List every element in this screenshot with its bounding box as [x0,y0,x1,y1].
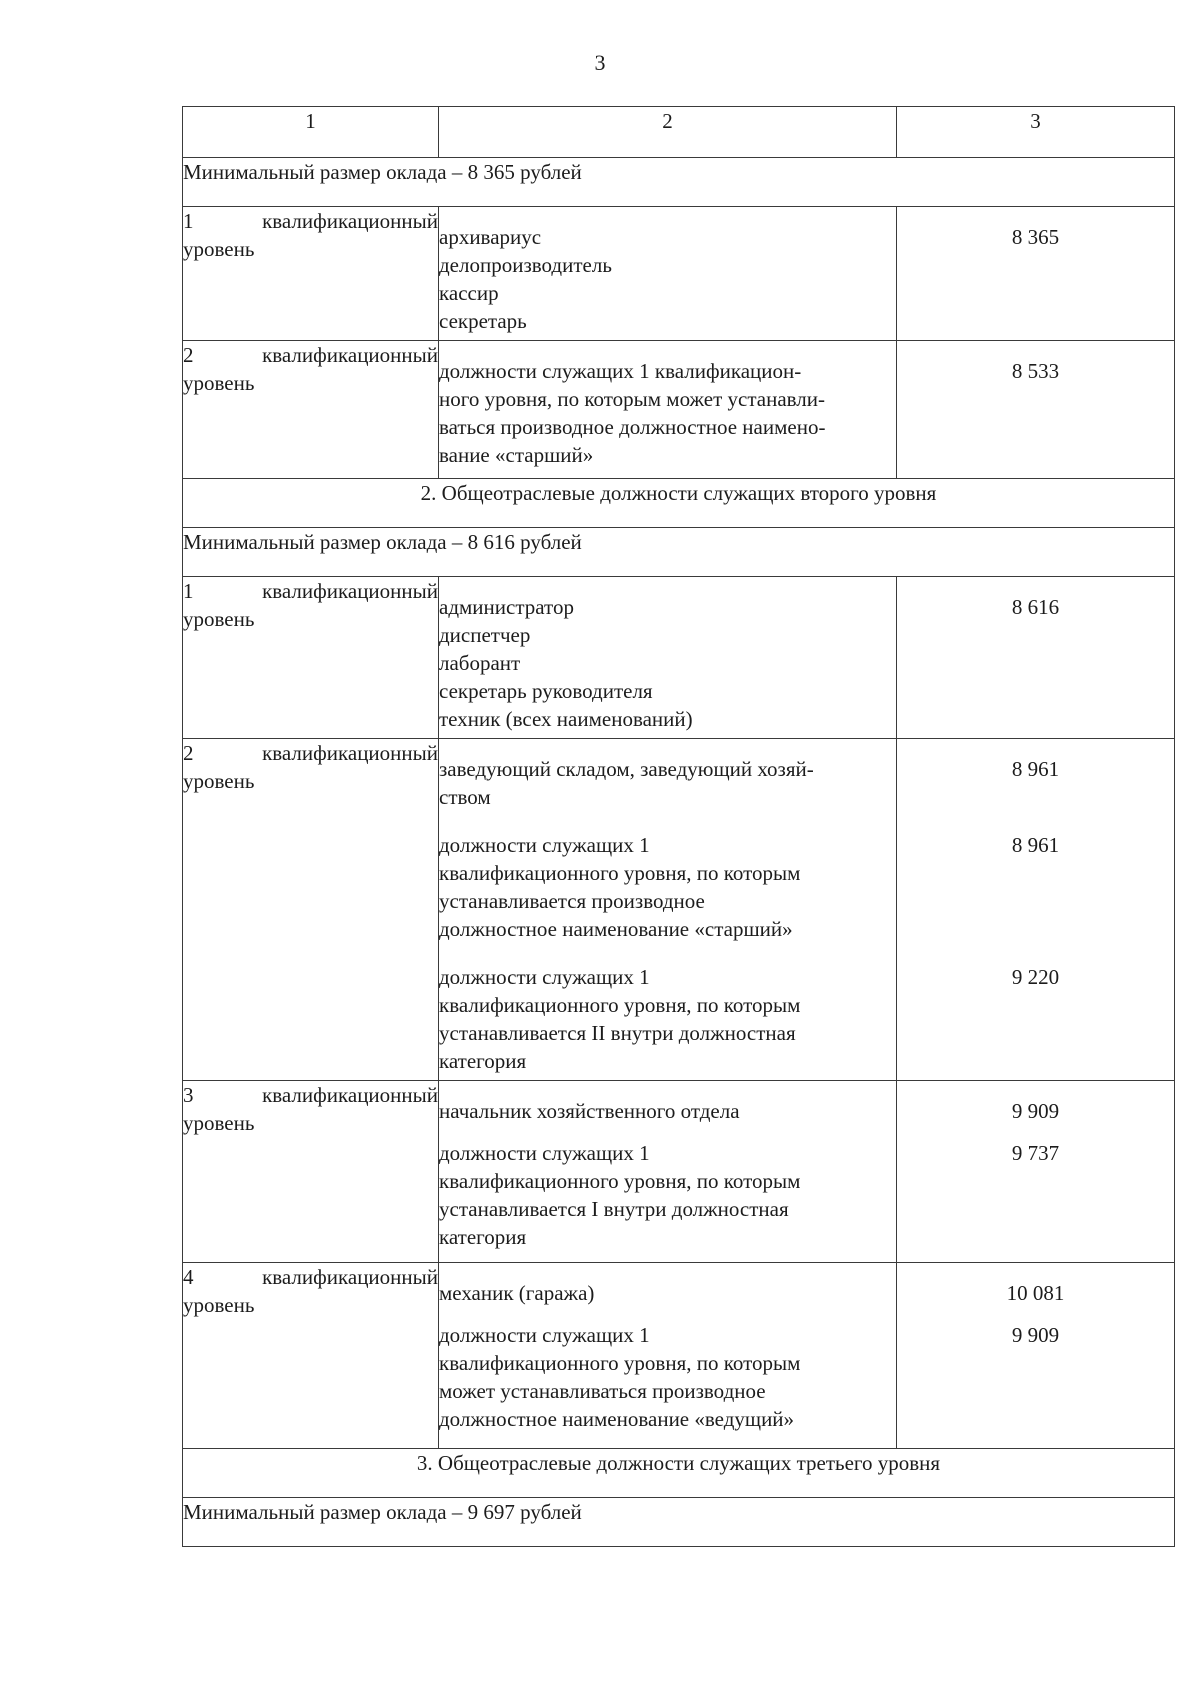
level-word-2: уровень [183,1111,255,1135]
amount-spacer [897,1377,1174,1405]
qualification-level-cell [183,1081,439,1263]
position-entry [439,1279,896,1307]
positions-cell [439,577,897,739]
positions-cell [439,341,897,479]
amounts-list [897,1081,1174,1251]
position-entry [439,357,896,469]
level-word: квалификационный [262,1265,438,1289]
position-line: вание «старший» [439,443,594,467]
section-heading: 3. Общеотраслевые должности служащих третьего уровня [183,1449,1175,1498]
salary-amount: 8 365 [1011,225,1060,249]
amount-spacer [897,859,1174,887]
qualification-level-row [183,341,1175,479]
page-number: 3 [594,50,606,75]
min-salary-text: Минимальный размер оклада – 8 365 рублей [183,158,1175,207]
position-line: должностное наименование «ведущий» [439,1407,795,1431]
amount-entry [897,831,1174,943]
level-word: квалификационный [262,1083,438,1107]
section-heading-row [183,479,1175,528]
position-line: диспетчер [439,623,531,647]
level-word: квалификационный [262,741,438,765]
salary-amount: 9 737 [1011,1141,1060,1165]
level-word: квалификационный [262,343,438,367]
amount-spacer [897,1167,1174,1195]
amount-spacer [897,413,1174,441]
amounts-cell [897,1081,1175,1263]
level-number: 2 [183,343,194,367]
position-line: должностное наименование «старший» [439,917,793,941]
amount-spacer [897,1223,1174,1251]
amounts-list [897,577,1174,733]
level-word-2: уровень [183,769,255,793]
header-row [183,107,1175,158]
amount-spacer [897,915,1174,943]
positions-list [439,341,896,469]
amounts-list [897,207,1174,335]
level-line [183,341,438,369]
position-line: секретарь [439,309,527,333]
level-number: 2 [183,741,194,765]
position-line: должности служащих 1 [439,833,650,857]
positions-list [439,207,896,335]
amount-entry [897,1097,1174,1125]
amounts-list [897,341,1174,469]
position-line: должности служащих 1 [439,1141,650,1165]
qualification-level-row [183,739,1175,1081]
salary-amount: 8 961 [1011,833,1060,857]
positions-list [439,1081,896,1251]
header-cell-1: 1 [183,107,439,158]
qualification-level-row [183,577,1175,739]
position-entry [439,831,896,943]
positions-cell [439,1081,897,1263]
amount-entry [897,1321,1174,1433]
position-line: категория [439,1049,527,1073]
salary-amount: 9 909 [1011,1323,1060,1347]
position-line: администратор [439,595,574,619]
position-line: квалификационного уровня, по которым [439,1169,801,1193]
amount-entry [897,1139,1174,1251]
qualification-level-row [183,207,1175,341]
position-entry [439,755,896,811]
amounts-list [897,739,1174,1075]
position-entry [439,223,896,335]
amount-spacer [897,279,1174,307]
position-line: механик (гаража) [439,1281,595,1305]
qualification-level-cell [183,341,439,479]
level-word: квалификационный [262,579,438,603]
position-line: устанавливается I внутри должностная [439,1197,789,1221]
position-line: квалификационного уровня, по которым [439,861,801,885]
salary-amount: 10 081 [1006,1281,1065,1305]
amount-spacer [897,649,1174,677]
amounts-cell [897,341,1175,479]
amount-spacer [897,1405,1174,1433]
amounts-cell [897,1263,1175,1449]
level-word-2: уровень [183,607,255,631]
level-line [183,1081,438,1109]
salary-amount: 8 961 [1011,757,1060,781]
amount-entry [897,755,1174,811]
level-number: 1 [183,209,194,233]
amount-entry [897,593,1174,733]
min-salary-row [183,1498,1175,1547]
level-word-2: уровень [183,237,255,261]
amount-spacer [897,307,1174,335]
level-line [183,1263,438,1291]
position-line: может устанавливаться производное [439,1379,766,1403]
min-salary-text: Минимальный размер оклада – 9 697 рублей [183,1498,1175,1547]
qualification-level-cell [183,577,439,739]
amount-spacer [897,441,1174,469]
positions-list [439,1263,896,1433]
section-heading: 2. Общеотраслевые должности служащих второго уровня [183,479,1175,528]
positions-cell [439,739,897,1081]
level-line [183,577,438,605]
level-line [183,207,438,235]
positions-cell [439,207,897,341]
position-line: заведующий складом, заведующий хозяй- [439,757,814,781]
salary-amount: 8 533 [1011,359,1060,383]
position-line: ством [439,785,491,809]
salary-amount: 9 909 [1011,1099,1060,1123]
level-number: 1 [183,579,194,603]
min-salary-text: Минимальный размер оклада – 8 616 рублей [183,528,1175,577]
position-line: категория [439,1225,527,1249]
positions-list [439,739,896,1075]
positions-list [439,577,896,733]
amount-entry [897,223,1174,335]
qualification-level-row [183,1263,1175,1449]
position-line: квалификационного уровня, по которым [439,1351,801,1375]
position-line: кассир [439,281,499,305]
amount-spacer [897,1195,1174,1223]
section-heading-row [183,1449,1175,1498]
position-entry [439,1321,896,1433]
amount-spacer [897,783,1174,811]
level-number: 4 [183,1265,194,1289]
position-line: должности служащих 1 [439,1323,650,1347]
amounts-cell [897,207,1175,341]
header-cell-2: 2 [439,107,897,158]
position-line: ного уровня, по которым может устанавли- [439,387,826,411]
amount-spacer [897,385,1174,413]
amount-spacer [897,677,1174,705]
qualification-level-cell [183,207,439,341]
min-salary-row [183,158,1175,207]
qualification-level-cell [183,739,439,1081]
position-line: лаборант [439,651,521,675]
position-line: квалификационного уровня, по которым [439,993,801,1017]
position-line: устанавливается II внутри должностная [439,1021,796,1045]
qualification-level-cell [183,1263,439,1449]
position-line: техник (всех наименований) [439,707,693,731]
salary-table [182,106,1175,1547]
level-word-2: уровень [183,371,255,395]
header-cell-3: 3 [897,107,1175,158]
amount-spacer [897,1047,1174,1075]
position-entry [439,1097,896,1125]
position-line: ваться производное должностное наимено- [439,415,826,439]
qualification-level-row [183,1081,1175,1263]
position-entry [439,1139,896,1251]
position-entry [439,593,896,733]
level-word: квалификационный [262,209,438,233]
position-line: должности служащих 1 [439,965,650,989]
position-line: делопроизводитель [439,253,612,277]
amount-spacer [897,705,1174,733]
amounts-cell [897,577,1175,739]
positions-cell [439,1263,897,1449]
position-line: должности служащих 1 квалификацион- [439,359,802,383]
amount-spacer [897,1019,1174,1047]
salary-amount: 8 616 [1011,595,1060,619]
position-line: устанавливается производное [439,889,705,913]
position-line: секретарь руководителя [439,679,653,703]
position-entry [439,963,896,1075]
position-line: архивариус [439,225,542,249]
min-salary-row [183,528,1175,577]
amount-spacer [897,251,1174,279]
amount-spacer [897,887,1174,915]
amounts-cell [897,739,1175,1081]
level-number: 3 [183,1083,194,1107]
position-line: начальник хозяйственного отдела [439,1099,740,1123]
amount-spacer [897,1349,1174,1377]
level-line [183,739,438,767]
amount-spacer [897,621,1174,649]
amount-spacer [897,991,1174,1019]
amounts-list [897,1263,1174,1433]
salary-amount: 9 220 [1011,965,1060,989]
amount-entry [897,963,1174,1075]
amount-entry [897,1279,1174,1307]
level-word-2: уровень [183,1293,255,1317]
amount-entry [897,357,1174,469]
